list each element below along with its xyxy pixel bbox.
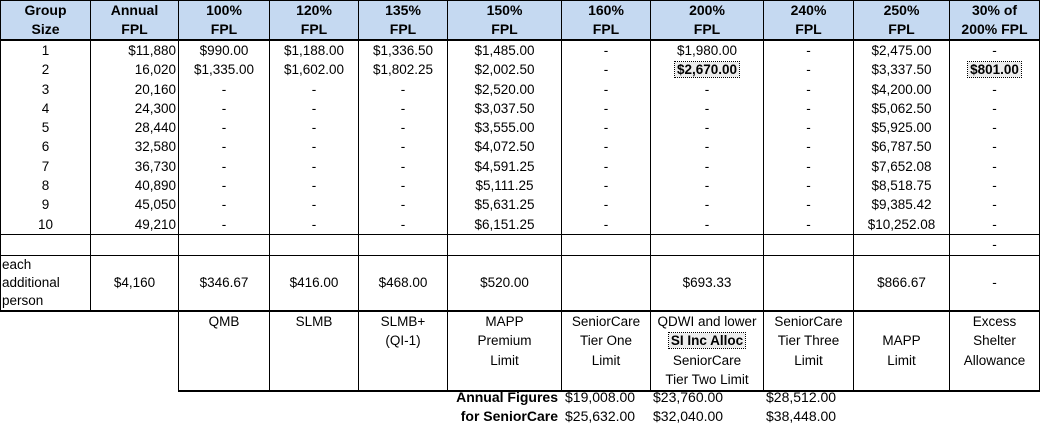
cell-fpl-240: - (764, 99, 854, 118)
cell-group-size: 4 (1, 99, 91, 118)
cell-fpl-250: $10,252.08 (854, 215, 950, 235)
cell-fpl-30-of-200: - (950, 157, 1040, 176)
cell-fpl-150: $2,002.50 (448, 60, 562, 79)
cell-group-size: 8 (1, 176, 91, 195)
cell-fpl-240: - (764, 40, 854, 60)
cell-fpl-250: $2,475.00 (854, 40, 950, 60)
program-qmb-l1: QMB (208, 313, 240, 329)
cell-fpl-250: $8,518.75 (854, 176, 950, 195)
cell-fpl-30-of-200: - (950, 137, 1040, 156)
table-row (1, 157, 1040, 176)
cell-group-size: 1 (1, 40, 91, 60)
cell-fpl-135: $1,336.50 (359, 40, 448, 60)
seniorcare-label-2: for SeniorCare (460, 408, 558, 424)
cell-fpl-30-of-200: - (950, 40, 1040, 60)
program-qmb (179, 311, 270, 391)
cell-fpl-30-of-200: - (950, 195, 1040, 214)
cell-fpl-120: $1,188.00 (270, 40, 359, 60)
cell-fpl-250: $6,787.50 (854, 137, 950, 156)
cell-fpl-200: - (651, 176, 764, 195)
cell-fpl-250: $3,337.50 (854, 60, 950, 79)
program-slmb-plus-l2: (QI-1) (385, 333, 421, 349)
seniorcare-r2-c3: $38,448.00 (766, 408, 837, 424)
cell-annual-fpl: $11,880 (91, 40, 179, 60)
cell-fpl-150: $5,111.25 (448, 176, 562, 195)
program-excess-shelter-l1: Excess (972, 313, 1017, 329)
program-seniorcare-tier-three (764, 311, 854, 391)
cell-fpl-135: - (359, 137, 448, 156)
seniorcare-label-1: Annual Figures (456, 389, 558, 405)
cell-group-size: 10 (1, 215, 91, 235)
program-excess-shelter-l2: Shelter (973, 333, 1016, 349)
program-qdwi-tier-two (651, 311, 764, 391)
cell-fpl-240: - (764, 80, 854, 99)
program-slmb (270, 311, 359, 391)
header-group-size: Group (1, 1, 91, 21)
cell-fpl-120: $1,602.00 (270, 60, 359, 79)
header-150-fpl: 150% (448, 1, 562, 21)
cell-group-size: 3 (1, 80, 91, 99)
additional-250: $866.67 (854, 255, 950, 311)
cell-fpl-150: $5,631.25 (448, 195, 562, 214)
program-slmb-plus-l1: SLMB+ (380, 313, 426, 329)
seniorcare-r1-c1: $19,008.00 (565, 389, 636, 405)
additional-person-row (1, 255, 1040, 311)
cell-fpl-100: - (179, 215, 270, 235)
cell-fpl-160: - (562, 195, 651, 214)
cell-annual-fpl: 28,440 (91, 118, 179, 137)
cell-annual-fpl: 40,890 (91, 176, 179, 195)
cell-fpl-135: - (359, 157, 448, 176)
cell-fpl-135: - (359, 118, 448, 137)
cell-fpl-150: $1,485.00 (448, 40, 562, 60)
cell-fpl-240: - (764, 118, 854, 137)
cell-fpl-240: - (764, 157, 854, 176)
table-row (1, 80, 1040, 99)
program-tier-one-l2: Tier One (579, 333, 633, 349)
cell-fpl-200: - (651, 157, 764, 176)
cell-fpl-200: - (651, 118, 764, 137)
cell-fpl-135: - (359, 99, 448, 118)
cell-fpl-120: - (270, 215, 359, 235)
cell-fpl-200: - (651, 99, 764, 118)
additional-200: $693.33 (651, 255, 764, 311)
cell-fpl-100: $990.00 (179, 40, 270, 60)
cell-fpl-240: - (764, 176, 854, 195)
header-135-fpl-2: FPL (359, 20, 448, 40)
header-250-fpl-2: FPL (854, 20, 950, 40)
table-row (1, 118, 1040, 137)
header-150-fpl-2: FPL (448, 20, 562, 40)
program-tier-one-l3: Limit (591, 352, 621, 368)
table-row (1, 176, 1040, 195)
table-row (1, 195, 1040, 214)
header-annual-fpl-2: FPL (91, 20, 179, 40)
table-row (1, 137, 1040, 156)
program-slmb-l1: SLMB (295, 313, 333, 329)
header-group-size-2: Size (1, 20, 91, 40)
cell-fpl-240: - (764, 60, 854, 79)
header-100-fpl-2: FPL (179, 20, 270, 40)
program-tier-three-l3: Limit (794, 352, 823, 368)
spacer-row (1, 234, 1040, 255)
cell-fpl-120: - (270, 99, 359, 118)
highlighted-value: $801.00 (970, 62, 1019, 78)
header-30-of-200-fpl-2: 200% FPL (950, 20, 1040, 40)
program-mapp-premium (448, 311, 562, 391)
header-160-fpl-2: FPL (562, 20, 651, 40)
cell-fpl-160: - (562, 99, 651, 118)
cell-fpl-135: $1,802.25 (359, 60, 448, 79)
highlighted-value: $2,670.00 (676, 62, 738, 78)
cell-annual-fpl: 16,020 (91, 60, 179, 79)
cell-fpl-120: - (270, 195, 359, 214)
additional-annual: $4,160 (91, 255, 179, 311)
cell-fpl-160: - (562, 40, 651, 60)
cell-fpl-120: - (270, 118, 359, 137)
cell-annual-fpl: 45,050 (91, 195, 179, 214)
cell-annual-fpl: 32,580 (91, 137, 179, 156)
cell-fpl-30-of-200: - (950, 99, 1040, 118)
spacer-cell: - (950, 234, 1040, 255)
additional-240 (764, 255, 854, 311)
seniorcare-r1-c2: $23,760.00 (653, 389, 724, 405)
cell-fpl-135: - (359, 80, 448, 99)
program-mapp-limit-l3: Limit (887, 352, 916, 368)
cell-group-size: 6 (1, 137, 91, 156)
additional-30-of-200: - (950, 255, 1040, 311)
cell-annual-fpl: 20,160 (91, 80, 179, 99)
cell-fpl-200: - (651, 195, 764, 214)
cell-fpl-150: $4,072.50 (448, 137, 562, 156)
program-mapp-premium-l2: Premium (477, 333, 532, 349)
cell-fpl-135: - (359, 195, 448, 214)
cell-fpl-100: $1,335.00 (179, 60, 270, 79)
cell-fpl-30-of-200: - (950, 215, 1040, 235)
cell-fpl-200: - (651, 80, 764, 99)
table-row (1, 215, 1040, 235)
cell-fpl-100: - (179, 99, 270, 118)
cell-fpl-100: - (179, 118, 270, 137)
cell-fpl-120: - (270, 137, 359, 156)
cell-fpl-160: - (562, 60, 651, 79)
cell-fpl-250: $4,200.00 (854, 80, 950, 99)
header-135-fpl: 135% (359, 1, 448, 21)
cell-fpl-160: - (562, 215, 651, 235)
cell-fpl-150: $3,037.50 (448, 99, 562, 118)
table-row (1, 40, 1040, 60)
cell-fpl-150: $4,591.25 (448, 157, 562, 176)
seniorcare-r2-c1: $25,632.00 (565, 408, 636, 424)
header-200-fpl: 200% (651, 1, 764, 21)
program-row (1, 311, 1040, 391)
cell-fpl-100: - (179, 195, 270, 214)
cell-fpl-200 (651, 60, 764, 79)
seniorcare-r2-c2: $32,040.00 (653, 408, 724, 424)
program-tier-one-l1: SeniorCare (571, 313, 641, 329)
program-excess-shelter (950, 311, 1040, 391)
program-slmb-plus (359, 311, 448, 391)
cell-fpl-120: - (270, 157, 359, 176)
cell-fpl-200: $1,980.00 (651, 40, 764, 60)
cell-fpl-160: - (562, 137, 651, 156)
cell-fpl-160: - (562, 80, 651, 99)
table-row (1, 99, 1040, 118)
cell-fpl-240: - (764, 137, 854, 156)
header-240-fpl: 240% (764, 1, 854, 21)
cell-fpl-150: $3,555.00 (448, 118, 562, 137)
cell-fpl-200: - (651, 137, 764, 156)
seniorcare-r1-c3: $28,512.00 (766, 389, 837, 405)
cell-fpl-30-of-200: - (950, 176, 1040, 195)
header-100-fpl: 100% (179, 1, 270, 21)
program-excess-shelter-l3: Allowance (963, 352, 1026, 368)
header-200-fpl-2: FPL (651, 20, 764, 40)
cell-group-size: 2 (1, 60, 91, 79)
cell-annual-fpl: 24,300 (91, 99, 179, 118)
program-mapp-limit-l1 (856, 312, 947, 331)
cell-fpl-100: - (179, 80, 270, 99)
cell-fpl-250: $9,385.42 (854, 195, 950, 214)
cell-fpl-240: - (764, 215, 854, 235)
additional-135: $468.00 (359, 255, 448, 311)
cell-fpl-250: $5,062.50 (854, 99, 950, 118)
program-mapp-limit (854, 311, 950, 391)
cell-fpl-30-of-200 (950, 60, 1040, 79)
header-120-fpl-2: FPL (270, 20, 359, 40)
cell-fpl-160: - (562, 118, 651, 137)
program-tier-three-l1: SeniorCare (774, 313, 843, 329)
header-250-fpl: 250% (854, 1, 950, 21)
header-160-fpl: 160% (562, 1, 651, 21)
program-si-inc-alloc: SI Inc Alloc (670, 333, 744, 349)
cell-fpl-100: - (179, 137, 270, 156)
cell-fpl-135: - (359, 176, 448, 195)
cell-annual-fpl: 36,730 (91, 157, 179, 176)
additional-100: $346.67 (179, 255, 270, 311)
program-tier-three-l2: Tier Three (777, 333, 840, 349)
table-row (1, 60, 1040, 79)
cell-fpl-135: - (359, 215, 448, 235)
additional-120: $416.00 (270, 255, 359, 311)
cell-fpl-200: - (651, 215, 764, 235)
cell-group-size: 9 (1, 195, 91, 214)
cell-fpl-240: - (764, 195, 854, 214)
additional-150: $520.00 (448, 255, 562, 311)
cell-fpl-160: - (562, 157, 651, 176)
program-mapp-premium-l3: Limit (490, 352, 519, 368)
additional-160 (562, 255, 651, 311)
cell-fpl-250: $7,652.08 (854, 157, 950, 176)
cell-fpl-150: $6,151.25 (448, 215, 562, 235)
program-tier-two-l1: QDWI and lower (657, 313, 757, 329)
cell-group-size: 5 (1, 118, 91, 137)
cell-fpl-150: $2,520.00 (448, 80, 562, 99)
cell-group-size: 7 (1, 157, 91, 176)
cell-fpl-120: - (270, 176, 359, 195)
cell-fpl-120: - (270, 80, 359, 99)
header-120-fpl: 120% (270, 1, 359, 21)
cell-fpl-100: - (179, 176, 270, 195)
program-mapp-premium-l1: MAPP (485, 313, 524, 329)
cell-annual-fpl: 49,210 (91, 215, 179, 235)
cell-fpl-30-of-200: - (950, 118, 1040, 137)
header-240-fpl-2: FPL (764, 20, 854, 40)
program-tier-two-l4: Tier Two Limit (665, 371, 749, 387)
program-tier-two-l3: SeniorCare (672, 352, 742, 368)
cell-fpl-100: - (179, 157, 270, 176)
cell-fpl-160: - (562, 176, 651, 195)
header-30-of-200-fpl: 30% of (950, 1, 1040, 21)
additional-person-label: each additional person (1, 255, 91, 311)
cell-fpl-250: $5,925.00 (854, 118, 950, 137)
program-seniorcare-tier-one (562, 311, 651, 391)
program-mapp-limit-l2: MAPP (882, 333, 921, 349)
cell-fpl-30-of-200: - (950, 80, 1040, 99)
header-annual-fpl: Annual (91, 1, 179, 21)
